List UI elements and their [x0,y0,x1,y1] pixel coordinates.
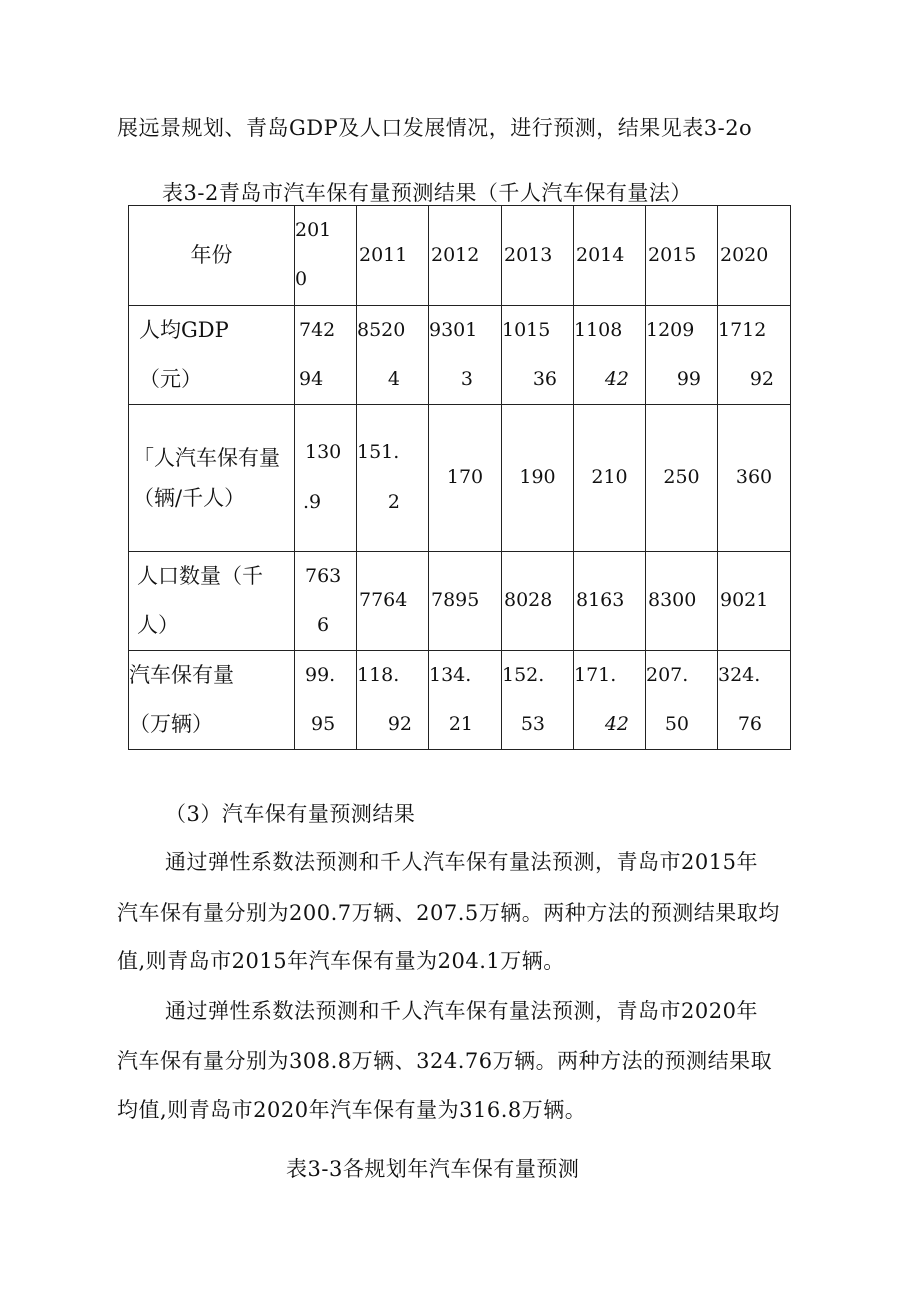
paragraph-2-line-2: 汽车保有量分别为308.8万辆、324.76万辆。两种方法的预测结果取 [117,1049,773,1073]
table-cell: 8300 [646,552,718,651]
table-row-population [129,552,791,651]
table-cell: 9021 [718,552,791,651]
cell-part-b: 36 [532,367,557,390]
header-label: 年份 [129,206,295,306]
cell-part-b: 76 [737,712,762,735]
cell-part-a: 1209 [646,318,695,341]
section-heading: （3）汽车保有量预测结果 [165,802,416,826]
cell-part-a: 324. [718,663,761,686]
table-3-2 [128,205,791,750]
cell-part-b: 42 [604,367,629,390]
table-row-gdp [129,306,791,405]
paragraph-1-line-2: 汽车保有量分别为200.7万辆、207.5万辆。两种方法的预测结果取均 [117,901,780,925]
cell-part-a: 9301 [429,318,478,341]
intro-paragraph: 展远景规划、青岛GDP及人口发展情况，进行预测，结果见表3-2o [117,116,753,140]
row-label-line2: （元） [139,367,202,392]
cell-part-b: 92 [749,367,774,390]
cell-part-b: 94 [299,367,324,390]
cell-part-b: .9 [303,491,322,513]
table-3-3-caption: 表3-3各规划年汽车保有量预测 [286,1157,580,1181]
year-part-a: 201 [295,218,332,241]
cell-part-b: 92 [387,712,412,735]
table-cell [429,651,502,750]
table-cell [574,306,646,405]
cell-part-a: 742 [299,318,336,341]
table-cell [295,405,357,552]
cell-part-b: 21 [448,712,473,735]
table-cell [646,651,718,750]
table-row-per-thousand [129,405,791,552]
cell-part-a: 130 [305,441,342,464]
paragraph-1-line-1: 通过弹性系数法预测和千人汽车保有量法预测，青岛市2015年 [165,850,758,874]
row-label-line1: 人口数量（千 [137,564,263,589]
table-cell [295,651,357,750]
row-label-line2: （辆/千人） [133,486,246,510]
row-label-line1: 汽车保有量 [129,663,234,688]
cell-part-b: 50 [664,712,689,735]
table-row-vehicles [129,651,791,750]
year-cell: 2012 [429,206,502,306]
paragraph-2-line-1: 通过弹性系数法预测和千人汽车保有量法预测，青岛市2020年 [165,999,758,1023]
table-cell [574,651,646,750]
table-cell: 170 [429,405,502,552]
row-label-line2: （万辆） [129,712,213,737]
row-label [129,306,295,405]
cell-part-a: 171. [574,663,617,686]
cell-part-b: 4 [387,367,400,390]
cell-part-a: 8520 [357,318,406,341]
year-cell: 2011 [357,206,429,306]
table-3-2-caption: 表3-2青岛市汽车保有量预测结果（千人汽车保有量法） [162,181,692,205]
table-cell [295,552,357,651]
table-cell: 250 [646,405,718,552]
table-cell [502,651,574,750]
table-cell: 8028 [502,552,574,651]
row-label-line1: 「人汽车保有量 [133,445,280,470]
row-label [129,405,295,552]
year-cell: 2013 [502,206,574,306]
paragraph-2-line-3: 均值,则青岛市2020年汽车保有量为316.8万辆。 [117,1098,587,1122]
table-cell [502,306,574,405]
cell-part-b: 99 [676,367,701,390]
cell-part-b: 3 [460,367,473,390]
row-label [129,651,295,750]
table-cell: 7764 [357,552,429,651]
year-part-b: 0 [295,268,308,291]
cell-part-a: 207. [646,663,689,686]
table-cell: 360 [718,405,791,552]
cell-part-b: 53 [520,712,545,735]
cell-part-a: 151. [357,441,400,464]
table-cell: 190 [502,405,574,552]
table-cell [718,651,791,750]
table-cell [357,651,429,750]
table-cell [429,306,502,405]
table-cell: 8163 [574,552,646,651]
cell-part-a: 1015 [502,318,551,341]
table-cell [357,405,429,552]
cell-part-a: 118. [357,663,400,686]
year-cell: 2015 [646,206,718,306]
cell-part-b: 6 [317,613,330,636]
row-label [129,552,295,651]
cell-part-a: 1712 [718,318,767,341]
table-cell: 210 [574,405,646,552]
row-label-line1: 人均GDP [139,318,229,343]
year-cell: 2020 [718,206,791,306]
cell-part-a: 134. [429,663,472,686]
year-cell [295,206,357,306]
table-cell [357,306,429,405]
table-header-row [129,206,791,306]
cell-part-b: 42 [604,712,629,735]
cell-part-a: 1108 [574,318,623,341]
paragraph-1-line-3: 值,则青岛市2015年汽车保有量为204.1万辆。 [117,949,565,973]
cell-part-a: 763 [305,564,342,587]
cell-part-a: 152. [502,663,545,686]
year-cell: 2014 [574,206,646,306]
row-label-line2: 人） [137,613,179,638]
cell-part-b: 95 [311,712,336,735]
table-cell: 7895 [429,552,502,651]
cell-part-b: 2 [387,491,400,513]
table-cell [295,306,357,405]
cell-part-a: 99. [305,663,336,686]
table-cell [718,306,791,405]
table-cell [646,306,718,405]
